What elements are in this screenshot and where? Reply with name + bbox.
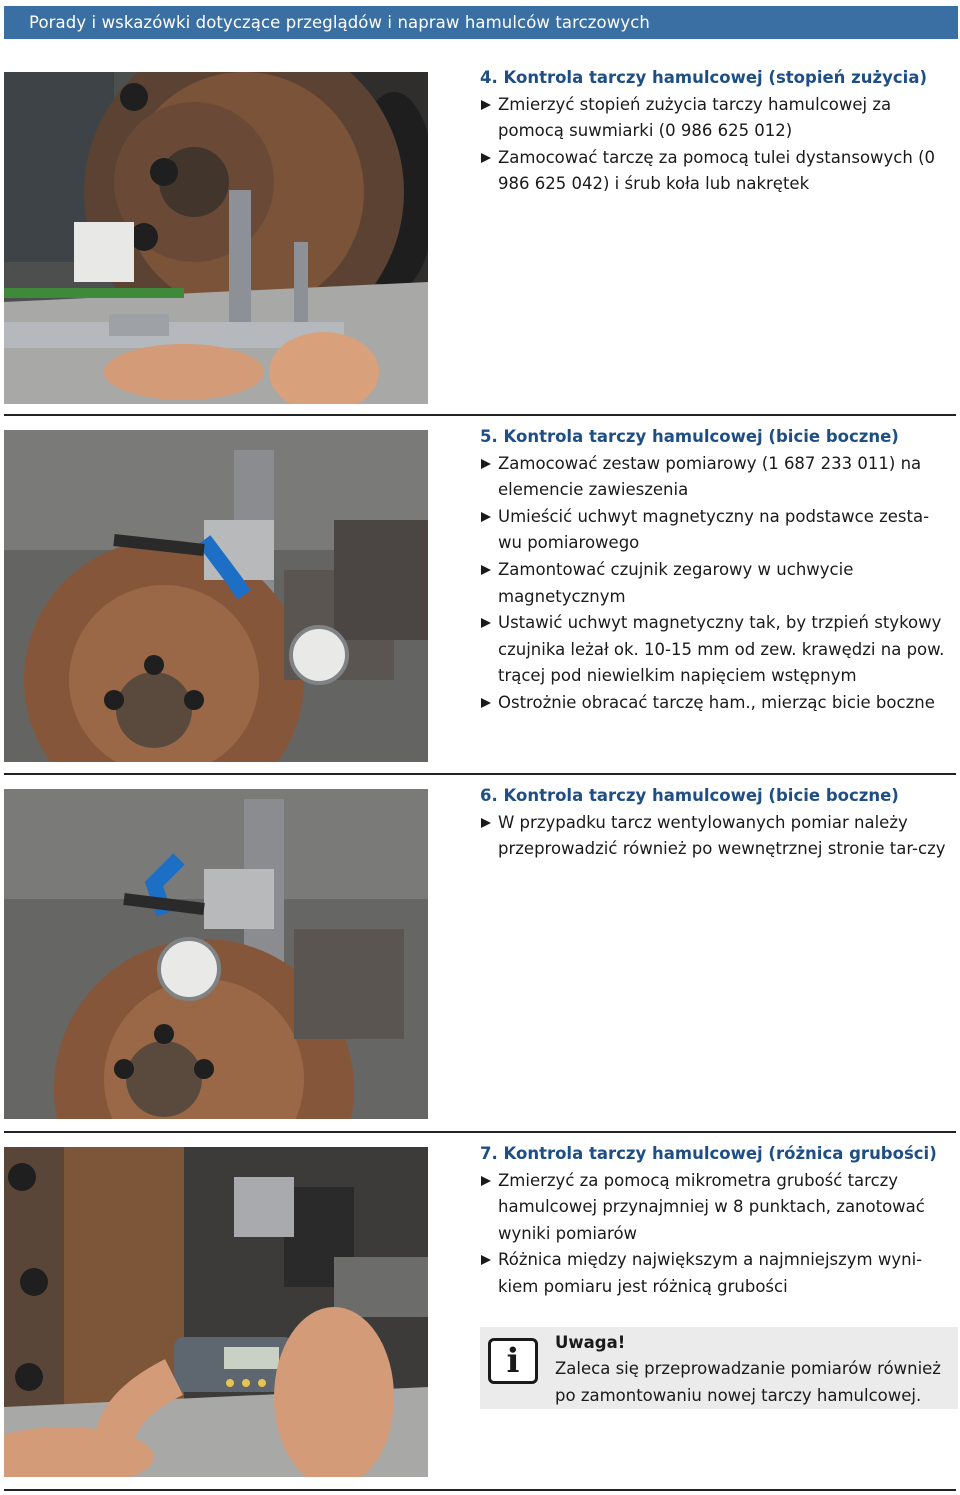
section-divider <box>4 1489 956 1491</box>
note-box <box>480 1327 958 1409</box>
list-item: W przypadku tarcz wentylowanych pomiar należy przeprowadzić również po wewnętrznej stronie tar-czy <box>480 810 950 863</box>
section-divider <box>4 773 956 775</box>
section-title: 4. Kontrola tarczy hamulcowej (stopień zużycia) <box>480 68 927 87</box>
section-5 <box>480 424 950 717</box>
section-divider <box>4 1131 956 1133</box>
list-item: Różnica między największym a najmniejszym wyni-kiem pomiaru jest różnicą grubości <box>480 1247 950 1300</box>
list-item: Zamontować czujnik zegarowy w uchwycie magnetycznym <box>480 557 950 610</box>
list-item: Zamocować zestaw pomiarowy (1 687 233 011) na elemencie zawieszenia <box>480 451 950 504</box>
list-item: Ustawić uchwyt magnetyczny tak, by trzpień stykowy czujnika leżał ok. 10-15 mm od zew. krawędzi na pow. trącej pod niewielkim napięciem wstępnym <box>480 610 950 690</box>
micrometer-measurement-photo <box>4 1147 428 1477</box>
page-header <box>4 6 958 39</box>
section-divider <box>4 414 956 416</box>
section-title: 5. Kontrola tarczy hamulcowej (bicie boczne) <box>480 427 899 446</box>
list-item: Zmierzyć stopień zużycia tarczy hamulcowej za pomocą suwmiarki (0 986 625 012) <box>480 92 950 145</box>
dial-gauge-outer-photo <box>4 430 428 762</box>
list-item: Zmierzyć za pomocą mikrometra grubość tarczy hamulcowej przynajmniej w 8 punktach, zanotować wyniki pomiarów <box>480 1168 950 1248</box>
info-icon-glyph: i <box>506 1341 520 1381</box>
section-title: 6. Kontrola tarczy hamulcowej (bicie boczne) <box>480 786 899 805</box>
section-title: 7. Kontrola tarczy hamulcowej (różnica grubości) <box>480 1144 937 1163</box>
list-item: Zamocować tarczę za pomocą tulei dystansowych (0 986 625 042) i śrub koła lub nakrętek <box>480 145 950 198</box>
section-7 <box>480 1141 950 1301</box>
list-item: Ostrożnie obracać tarczę ham., mierząc bicie boczne <box>480 690 950 717</box>
page-title: Porady i wskazówki dotyczące przeglądów i napraw hamulców tarczowych <box>29 13 650 32</box>
list-item: Umieścić uchwyt magnetyczny na podstawce zesta-wu pomiarowego <box>480 504 950 557</box>
dial-gauge-inner-photo <box>4 789 428 1119</box>
note-body: Zaleca się przeprowadzanie pomiarów również po zamontowaniu nowej tarczy hamulcowej. <box>555 1359 941 1405</box>
caliper-measurement-photo <box>4 72 428 404</box>
section-6 <box>480 783 950 863</box>
info-icon <box>488 1338 538 1384</box>
note-title: Uwaga! <box>555 1333 626 1352</box>
section-4 <box>480 65 950 198</box>
